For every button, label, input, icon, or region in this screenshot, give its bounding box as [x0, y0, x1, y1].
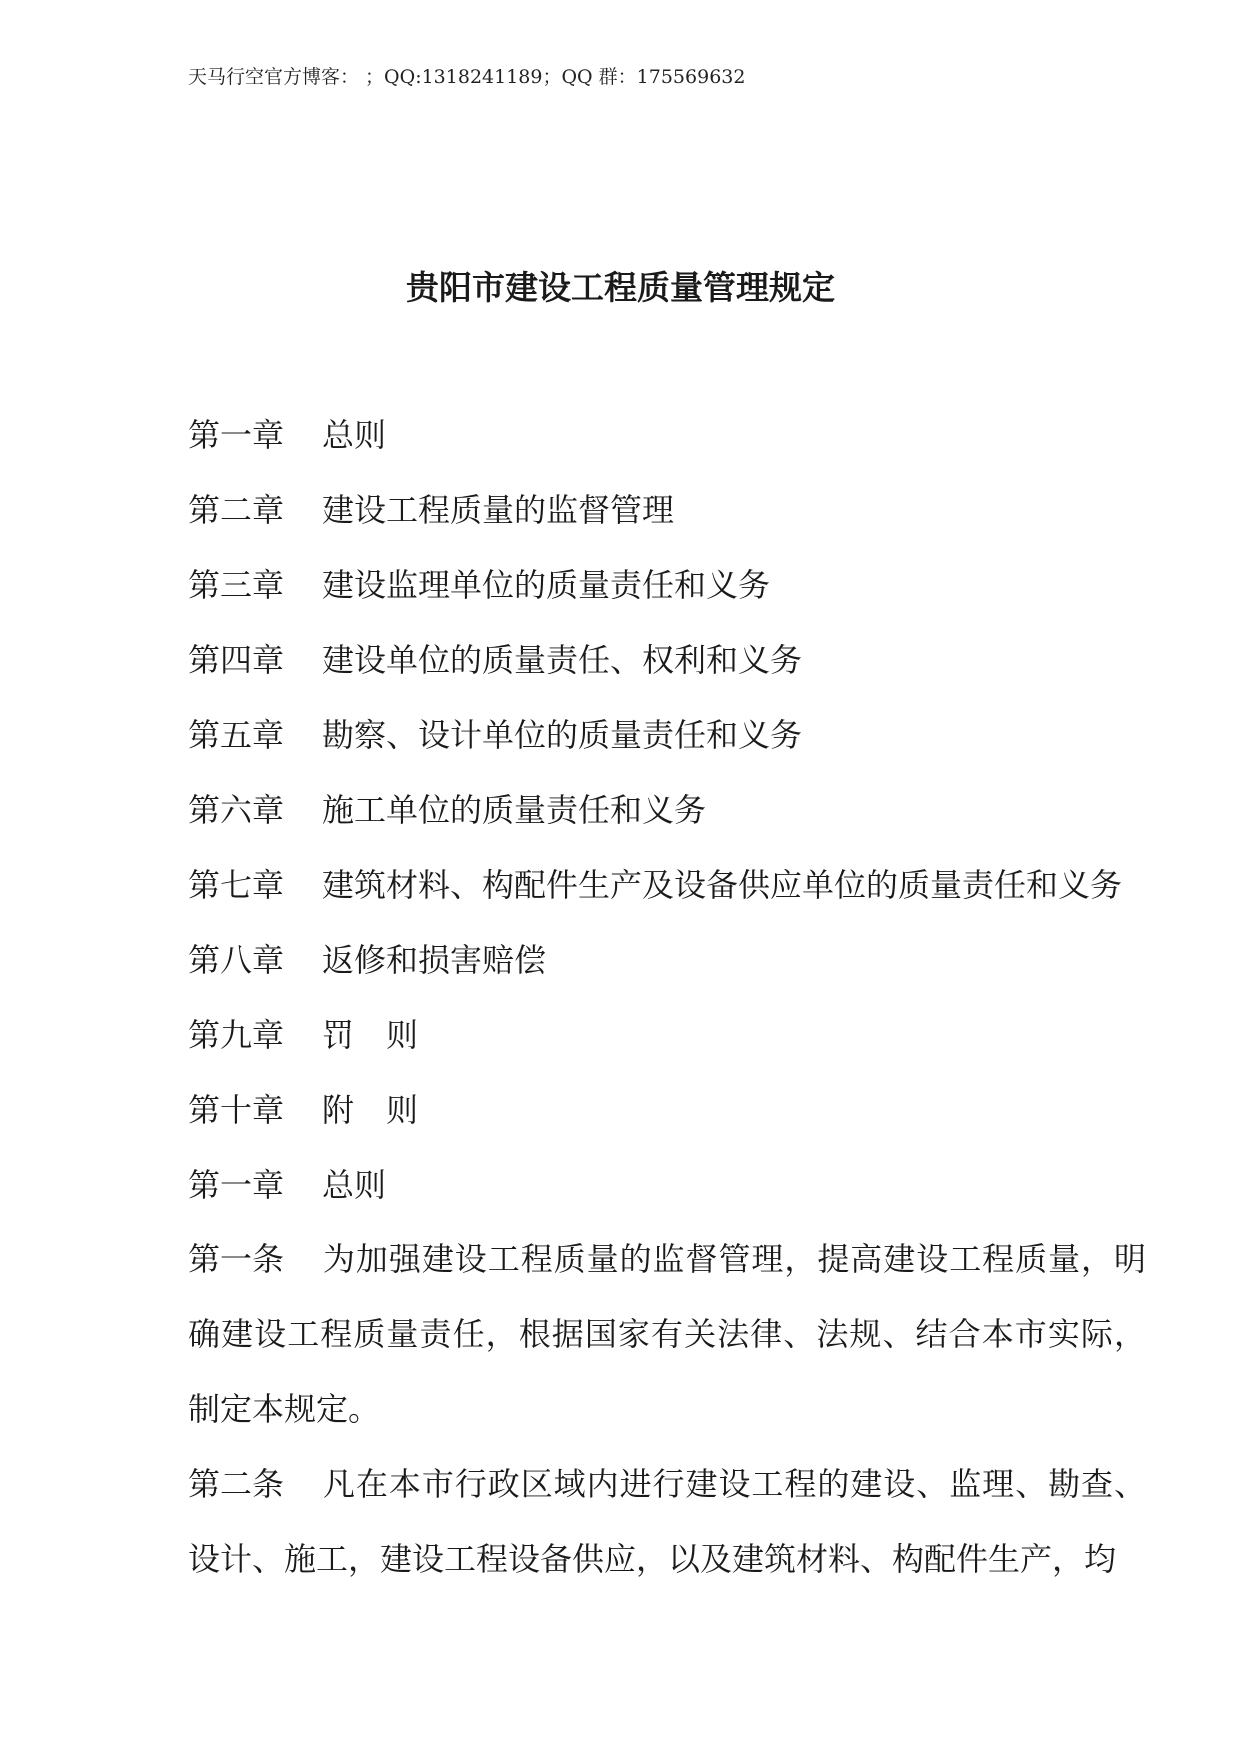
toc-item-number: 第四章 [188, 641, 285, 679]
toc-item-number: 第七章 [188, 866, 285, 904]
toc-item [188, 635, 1122, 710]
chapter-number: 第一章 [188, 1166, 285, 1204]
article-number: 第一条 [188, 1240, 285, 1278]
toc-item [188, 560, 1122, 635]
toc-item-number: 第一章 [188, 416, 285, 454]
toc-item [188, 935, 1122, 1010]
page-header-contact: 天马行空官方博客： ；QQ:1318241189；QQ 群：175569632 [188, 66, 746, 88]
toc-item-label: 建设单位的质量责任、权利和义务 [322, 641, 803, 679]
toc-item-label: 勘察、设计单位的质量责任和义务 [322, 716, 803, 754]
toc-item-number: 第二章 [188, 491, 285, 529]
toc-item [188, 410, 1122, 485]
toc-item-label: 施工单位的质量责任和义务 [322, 791, 707, 829]
toc-item [188, 1085, 1122, 1160]
article-paragraph [188, 1447, 1146, 1597]
toc-item-number: 第十章 [188, 1091, 285, 1129]
toc-item-label: 罚 则 [322, 1016, 419, 1054]
article-text: 凡在本市行政区域内进行建设工程的建设、监理、勘查、设计、施工，建设工程设备供应，以及建筑材料、构配件生产，均 [188, 1465, 1146, 1578]
toc-item-number: 第九章 [188, 1016, 285, 1054]
toc-item-number: 第六章 [188, 791, 285, 829]
toc-item-label: 总则 [322, 416, 387, 454]
document-title: 贵阳市建设工程质量管理规定 [406, 268, 835, 307]
chapter-label: 总则 [322, 1166, 387, 1204]
toc-item [188, 1010, 1122, 1085]
toc-item [188, 485, 1122, 560]
toc-item-number: 第五章 [188, 716, 285, 754]
table-of-contents [188, 410, 1122, 1160]
toc-item-label: 建设监理单位的质量责任和义务 [322, 566, 771, 604]
toc-item-label: 附 则 [322, 1091, 419, 1129]
toc-item-number: 第八章 [188, 941, 285, 979]
chapter-heading [188, 1160, 386, 1210]
toc-item [188, 710, 1122, 785]
article-paragraph [188, 1222, 1146, 1447]
toc-item-label: 返修和损害赔偿 [322, 941, 547, 979]
toc-item [188, 785, 1122, 860]
toc-item-number: 第三章 [188, 566, 285, 604]
toc-item-label: 建筑材料、构配件生产及设备供应单位的质量责任和义务 [322, 866, 1123, 904]
article-number: 第二条 [188, 1465, 285, 1503]
toc-item [188, 860, 1122, 935]
toc-item-label: 建设工程质量的监督管理 [322, 491, 675, 529]
article-text: 为加强建设工程质量的监督管理，提高建设工程质量，明确建设工程质量责任，根据国家有关法律、法规、结合本市实际，制定本规定。 [188, 1240, 1146, 1428]
